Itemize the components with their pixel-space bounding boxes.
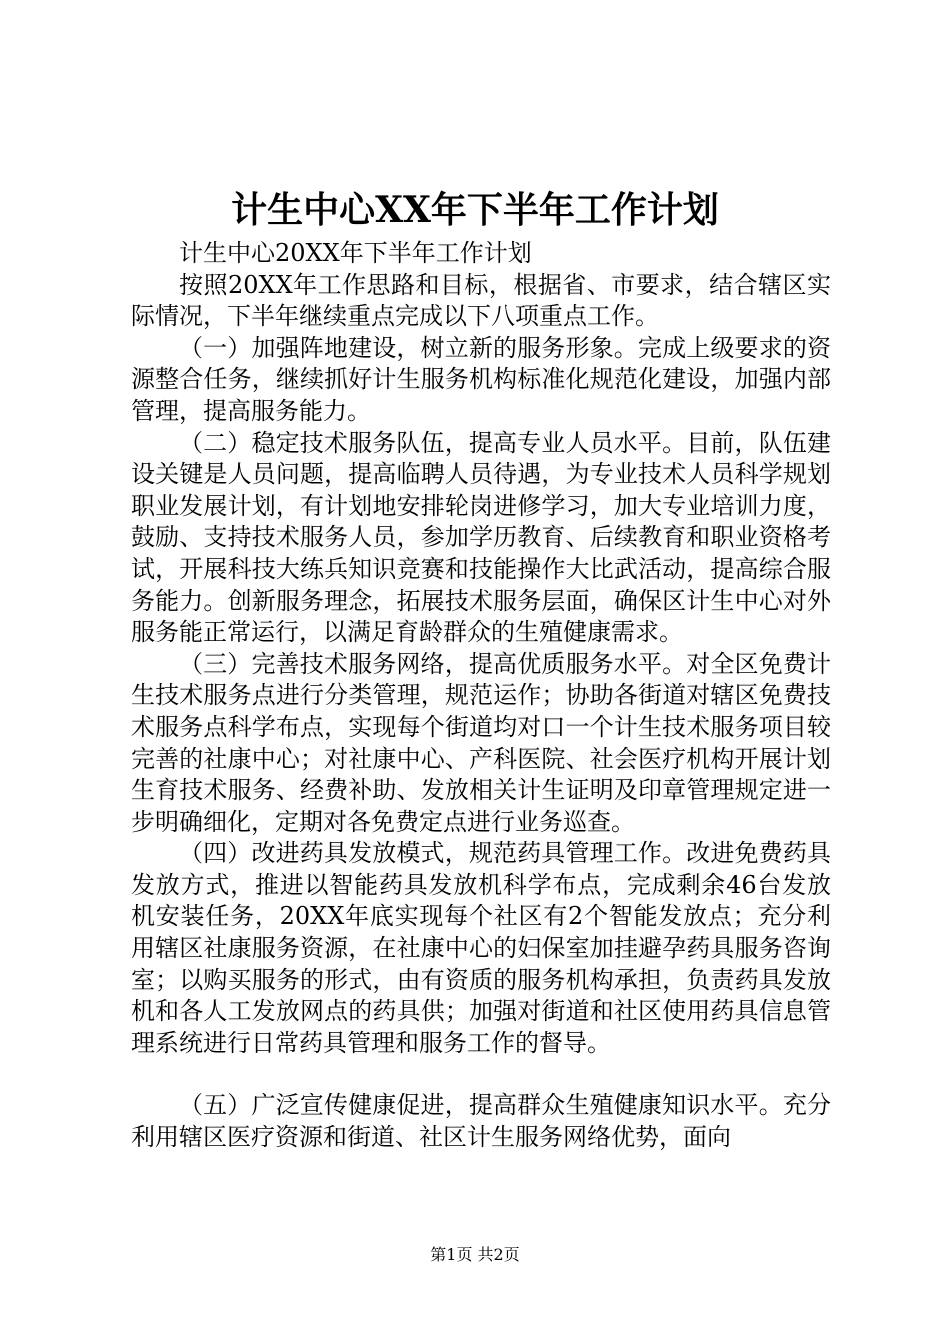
document-body [131, 238, 831, 1154]
section-5-paragraph: （五）广泛宣传健康促进，提高群众生殖健康知识水平。充分利用辖区医疗资源和街道、社区计生服务网络优势，面向 [131, 1091, 831, 1152]
section-4-paragraph: （四）改进药具发放模式，规范药具管理工作。改进免费药具发放方式，推进以智能药具发放机科学布点，完成剩余46台发放机安装任务，20XX年底实现每个社区有2个智能发放点；充分利用辖区社康服务资源，在社康中心的妇保室加挂避孕药具服务咨询室；以购买服务的形式，由有资质的服务机构承担，负责药具发放机和各人工发放网点的药具供；加强对街道和社区使用药具信息管理系统进行日常药具管理和服务工作的督导。 [131, 839, 831, 1057]
section-2-paragraph: （二）稳定技术服务队伍，提高专业人员水平。目前，队伍建设关键是人员问题，提高临聘人员待遇，为专业技术人员科学规划职业发展计划，有计划地安排轮岗进修学习，加大专业培训力度，鼓励、支持技术服务人员，参加学历教育、后续教育和职业资格考试，开展科技大练兵知识竞赛和技能操作大比武活动，提高综合服务能力。创新服务理念，拓展技术服务层面，确保区计生中心对外服务能正常运行，以满足育龄群众的生殖健康需求。 [131, 428, 831, 647]
section-3-paragraph: （三）完善技术服务网络，提高优质服务水平。对全区免费计生技术服务点进行分类管理，规范运作；协助各街道对辖区免费技术服务点科学布点，实现每个街道均对口一个计生技术服务项目较完善的社康中心；对社康中心、产科医院、社会医疗机构开展计划生育技术服务、经费补助、发放相关计生证明及印章管理规定进一步明确细化，定期对各免费定点进行业务巡查。 [131, 649, 831, 836]
page-number-footer: 第1页 共2页 [430, 1245, 520, 1264]
section-1-paragraph: （一）加强阵地建设，树立新的服务形象。完成上级要求的资源整合任务，继续抓好计生服务机构标准化规范化建设，加强内部管理，提高服务能力。 [131, 333, 831, 425]
intro-paragraph: 按照20XX年工作思路和目标，根据省、市要求，结合辖区实际情况，下半年继续重点完成以下八项重点工作。 [131, 270, 831, 331]
subtitle-paragraph: 计生中心20XX年下半年工作计划 [179, 239, 532, 267]
document-title: 计生中心XX年下半年工作计划 [231, 189, 719, 231]
